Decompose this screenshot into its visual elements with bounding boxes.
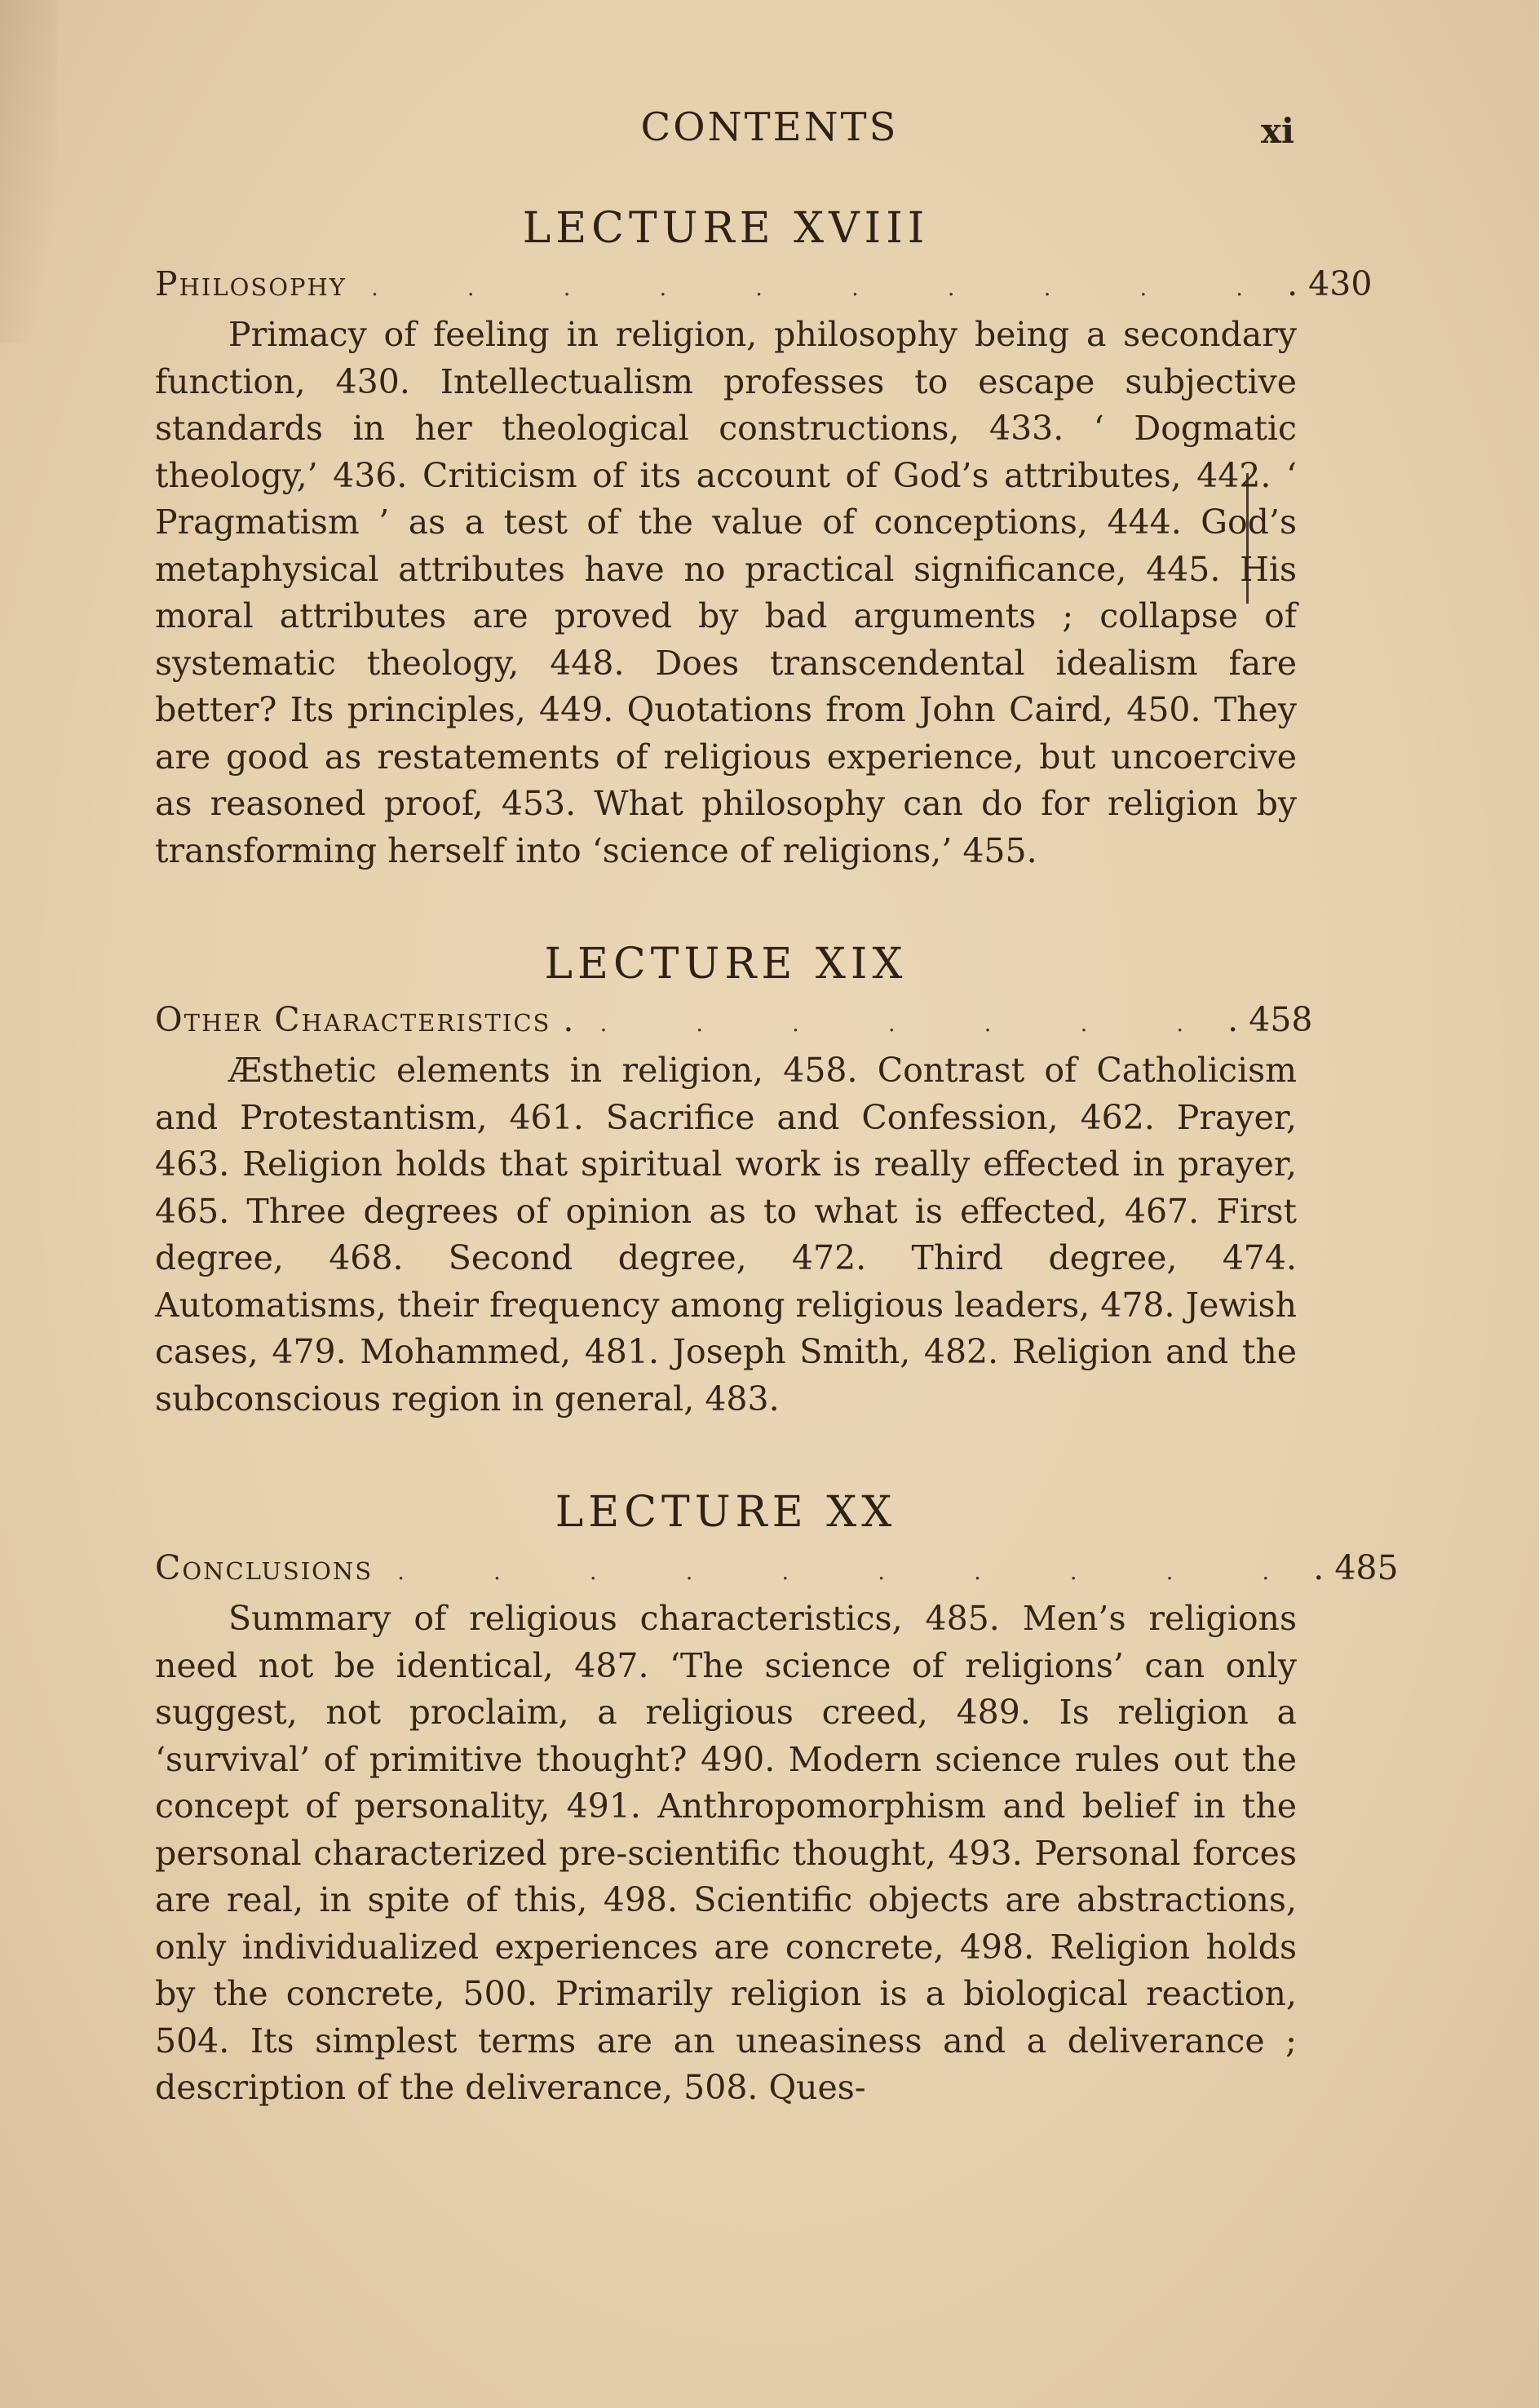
toc-entry [155,1000,1313,1047]
page-number: xi [1261,111,1294,151]
lecture-heading: LECTURE XIX [544,940,908,989]
entry-title: Conclusions [155,1548,374,1587]
lecture-section-xix [155,940,1313,1423]
lecture-summary: Æsthetic elements in religion, 458. Contrast of Catholicism and Protestantism, 461. Sacrifice and Confession, 462. Prayer, 463. Religion holds that spiritual work is really effected in prayer, 465. Three degrees of opinion as to what is effected, 467. First degree, 468. Second degree, 472. Third degree, 474. Automatisms, their frequency among religious leaders, 478. Jewish cases, 479. Mohammed, 481. Joseph Smith, 482. Religion and the subconscious region in general, 483. [155,1051,1297,1419]
entry-title: Other Characteristics . [155,1000,576,1039]
running-head [0,104,1539,153]
page-edge-shadow [0,0,57,343]
lecture-section-xx [155,1488,1399,2112]
entry-page-number: . 430 [1287,264,1373,303]
toc-entry [155,1548,1399,1596]
running-title: CONTENTS [640,104,899,150]
lecture-heading: LECTURE XVIII [522,204,930,253]
entry-page-number: . 458 [1227,1000,1313,1039]
dot-leader: . . . . . . . . . . [397,1558,1311,1585]
lecture-section-xviii [155,204,1373,874]
contents-body [155,204,1399,2177]
dot-leader: . . . . . . . . . . [370,274,1285,301]
lecture-heading: LECTURE XX [555,1488,897,1537]
entry-page-number: . 485 [1313,1548,1399,1587]
lecture-summary: Primacy of feeling in religion, philosophy being a secondary function, 430. Intellectualism professes to escape subjective standards in her theological constructions, 433. ‘ Dogmatic theology,’ 436. Criticism of its account of God’s attributes, 442. ‘ Pragmatism ’ as a test of the value of conceptions, 444. God’s metaphysical attributes have no practical significance, 445. His moral attributes are proved by bad arguments ; collapse of systematic theology, 448. Does transcendental idealism fare better? Its principles, 449. Quotations from John Caird, 450. They are good as restatements of religious experience, but uncoercive as reasoned proof, 453. What philosophy can do for religion by transforming herself into ‘science of religions,’ 455. [155,315,1297,870]
entry-title: Philosophy [155,264,347,303]
dot-leader: . . . . . . . [599,1010,1225,1037]
toc-entry [155,264,1373,312]
lecture-summary: Summary of religious characteristics, 485. Men’s religions need not be identical, 487. ‘The science of religions’ can only suggest, not proclaim, a religious creed, 489. Is religion a ‘survival’ of primitive thought? 490. Modern science rules out the concept of personality, 491. Anthropomorphism and belief in the personal characterized pre-scientific thought, 493. Personal forces are real, in spite of this, 498. Scientific objects are abstractions, only individualized experiences are concrete, 498. Religion holds by the concrete, 500. Primarily religion is a biological reaction, 504. Its simplest terms are an uneasiness and a deliverance ; description of the deliverance, 508. Ques- [155,1599,1297,2107]
